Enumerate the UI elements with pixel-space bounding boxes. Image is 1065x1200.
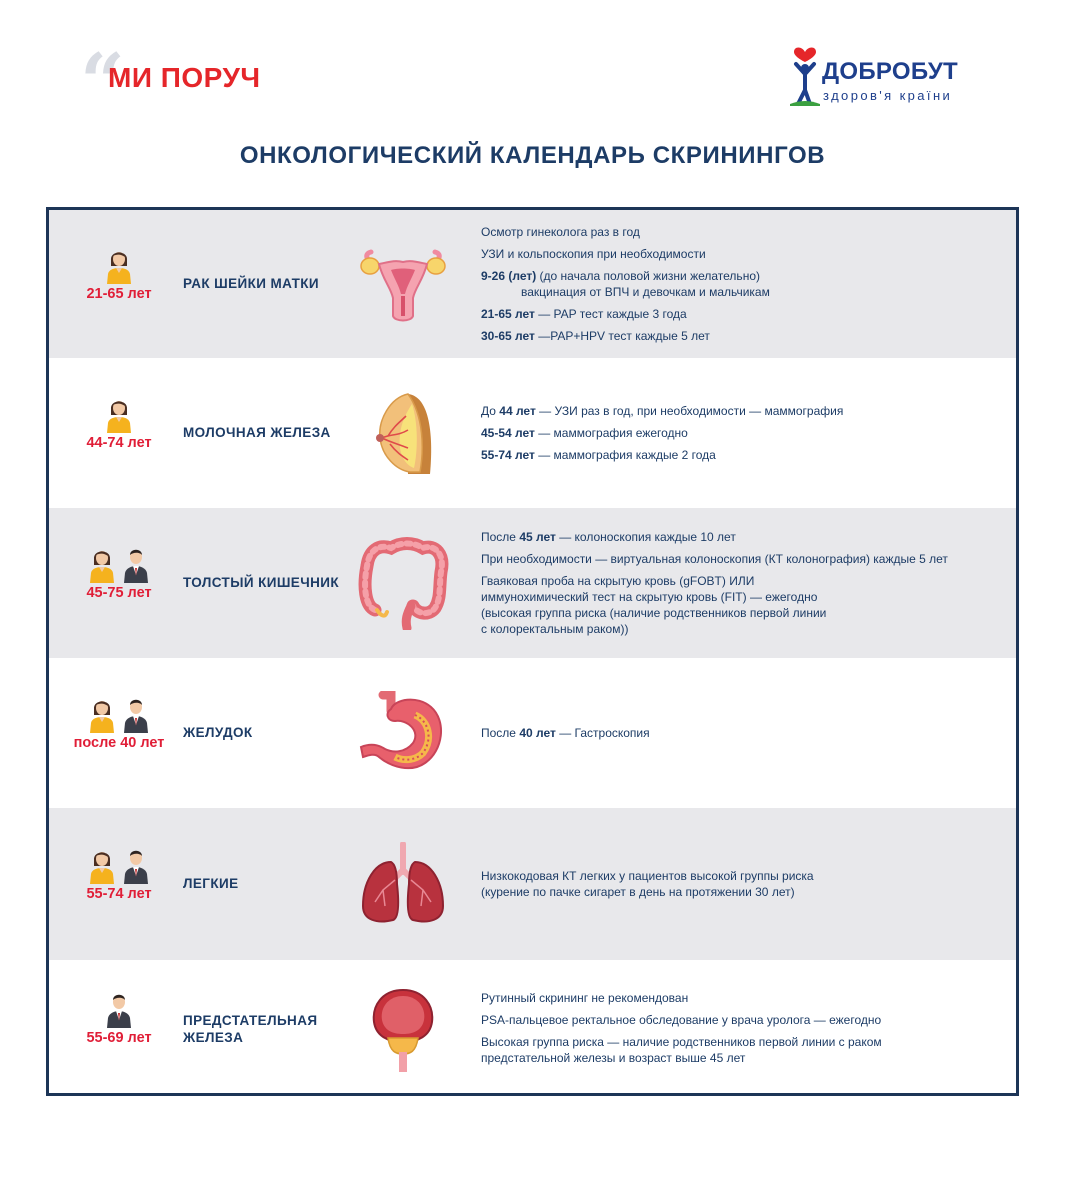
screening-row [49,808,1016,960]
screening-row [49,658,1016,808]
details-line [481,1034,1001,1050]
cancer-name: ПРЕДСТАТЕЛЬНАЯ ЖЕЛЕЗА [183,1013,318,1045]
uterus-icon [357,244,449,328]
screening-details [481,725,1001,741]
details-line [481,328,1001,344]
colon-icon [357,536,449,634]
details-line [481,573,1001,589]
man-icon [123,545,149,583]
details-line [481,884,1001,900]
dobrobut-slogan: здоров'я країни [823,88,953,103]
age-range: после 40 лет [73,735,165,751]
details-text: УЗИ и кольпоскопия при необходимости [481,247,706,261]
woman-icon [89,545,115,583]
details-line [481,306,1001,322]
details-bold: 55-74 лет [481,448,535,462]
details-text: Низкокодовая КТ легких у пациентов высокой группы риска [481,869,814,883]
cancer-name: РАК ШЕЙКИ МАТКИ [183,276,320,291]
details-bold: 21-65 лет [481,307,535,321]
page-title: ОНКОЛОГИЧЕСКИЙ КАЛЕНДАРЬ СКРИНИНГОВ [239,142,826,169]
details-line [481,589,1001,605]
details-text: — Гастроскопия [555,726,650,740]
man-icon [123,695,149,733]
age-range: 45-75 лет [86,585,152,601]
details-line [481,990,1001,1006]
details-text: с колоректальным раком)) [481,622,629,636]
details-line [481,425,1001,441]
people-icons [49,846,189,884]
man-icon [106,990,132,1028]
cancer-name: ЖЕЛУДОК [183,725,253,740]
details-text: Гваяковая проба на скрытую кровь (gFOBT) ИЛИ [481,574,755,588]
details-text: До [481,404,500,418]
details-line [481,725,1001,741]
details-text: — УЗИ раз в год, при необходимости — маммография [535,404,844,418]
details-text: —PAP+HPV тест каждые 5 лет [534,329,710,343]
mi-poruch-logo [80,37,261,128]
cancer-name: ТОЛСТЫЙ КИШЕЧНИК [183,575,339,590]
details-line [481,447,1001,463]
details-bold: 30-65 лет [481,329,535,343]
details-text: (до начала половой жизни желательно) [536,269,760,283]
cancer-name: ЛЕГКИЕ [183,876,239,891]
details-text: вакцинация от ВПЧ и девочкам и мальчикам [481,285,770,299]
details-text: При необходимости — виртуальная колоноскопия (КТ колонография) каждые 5 лет [481,552,948,566]
details-text: После [481,530,520,544]
quote-mark-icon: “ [80,37,125,128]
details-bold: 40 лет [519,726,556,740]
details-line [481,1050,1001,1066]
screening-details [481,990,1001,1066]
details-line [481,268,1001,284]
woman-icon [89,695,115,733]
screening-row [49,358,1016,508]
details-line [481,605,1001,621]
details-line [481,403,1001,419]
screening-table [46,207,1019,1096]
details-text: — маммография каждые 2 года [534,448,716,462]
details-text: Высокая группа риска — наличие родственников первой линии с раком [481,1035,882,1049]
breast-icon [368,390,438,480]
details-text: — колоноскопия каждые 10 лет [555,530,736,544]
mi-poruch-logo-text: МИ ПОРУЧ [108,62,261,93]
details-line [481,224,1001,240]
prostate-icon [368,982,438,1078]
details-text: предстательной железы и возраст выше 45 лет [481,1051,746,1065]
details-text: иммунохимический тест на скрытую кровь (FIT) — ежегодно [481,590,818,604]
details-bold: 45 лет [519,530,556,544]
screening-details [481,403,1001,463]
dobrobut-logo [788,44,988,108]
screening-details [481,868,1001,900]
age-range: 21-65 лет [86,286,152,302]
screening-row [49,508,1016,658]
details-text: (высокая группа риска (наличие родственников первой линии [481,606,827,620]
people-icons [49,545,189,583]
details-line [481,284,1001,300]
details-text: (курение по пачке сигарет в день на протяжении 30 лет) [481,885,795,899]
details-line [481,621,1001,637]
woman-icon [106,395,132,433]
details-text: Рутинный скрининг не рекомендован [481,991,689,1005]
details-bold: 45-54 лет [481,426,535,440]
age-range: 55-69 лет [86,1030,152,1046]
woman-icon [106,246,132,284]
woman-icon [89,846,115,884]
screening-row [49,210,1016,358]
age-range: 44-74 лет [86,435,152,451]
details-line [481,551,1001,567]
dobrobut-logo-text: ДОБРОБУТ [822,58,959,85]
people-icons [49,990,189,1028]
dobrobut-figure-icon [788,44,822,108]
people-icons [49,246,189,284]
people-icons [49,695,189,733]
details-line [481,868,1001,884]
details-line [481,529,1001,545]
details-text: PSA-пальцевое ректальное обследование у врача уролога — ежегодно [481,1013,882,1027]
details-text: После [481,726,520,740]
details-text: Осмотр гинеколога раз в год [481,225,640,239]
screening-details [481,224,1001,344]
details-text: — PAP тест каждые 3 года [534,307,687,321]
details-line [481,246,1001,262]
man-icon [123,846,149,884]
age-range: 55-74 лет [86,886,152,902]
details-bold: 44 лет [499,404,536,418]
details-bold: 9-26 (лет) [481,269,537,283]
people-icons [49,395,189,433]
screening-details [481,529,1001,637]
screening-row [49,960,1016,1096]
details-text: — маммография ежегодно [534,426,688,440]
lungs-icon [357,842,449,930]
details-line [481,1012,1001,1028]
cancer-name: МОЛОЧНАЯ ЖЕЛЕЗА [183,425,331,440]
stomach-icon [355,691,451,779]
